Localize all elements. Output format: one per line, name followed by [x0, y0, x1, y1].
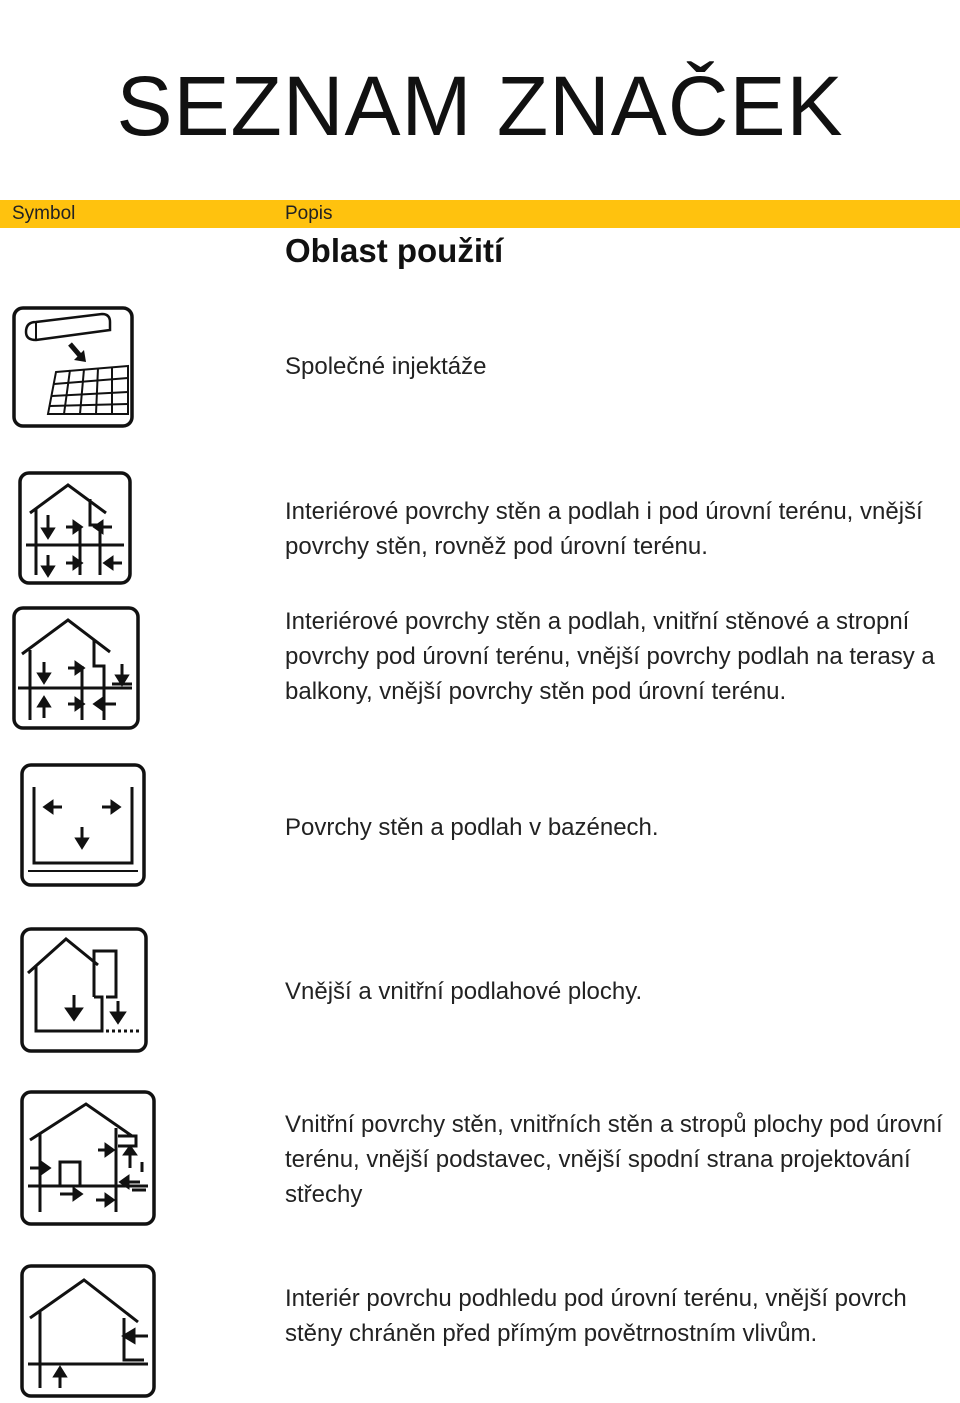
row-description: Interiérové povrchy stěn a podlah i pod úrovní terénu, vnější povrchy stěn, rovněž pod úrovní terénu.	[285, 498, 923, 560]
row-description: Interiér povrchu podhledu pod úrovní terénu, vnější povrch stěny chráněn před přímým povětrnostním vlivům.	[285, 1285, 907, 1347]
house-interior-exterior-icon	[18, 471, 132, 585]
house-soffit-icon	[20, 1264, 156, 1398]
swimming-pool-icon	[20, 763, 146, 887]
tile-grout-injection-icon	[12, 306, 134, 428]
section-title: Oblast použití	[285, 232, 504, 269]
house-ceiling-plinth-icon	[20, 1090, 156, 1226]
row-description: Vnitřní povrchy stěn, vnitřních stěn a stropů plochy pod úrovní terénu, vnější podstavec, vnější spodní strana projektování střechy	[285, 1111, 943, 1208]
row-description: Vnější a vnitřní podlahové plochy.	[285, 978, 643, 1005]
symbol-column-header: Symbol	[12, 203, 76, 224]
table-header-bar	[0, 200, 960, 228]
house-balcony-terrace-icon	[12, 606, 140, 730]
page-title: SEZNAM ZNAČEK	[116, 59, 844, 154]
house-floor-surfaces-icon	[20, 927, 148, 1053]
row-description: Interiérové povrchy stěn a podlah, vnitřní stěnové a stropní povrchy pod úrovní terénu, vnější povrchy podlah na terasy a balkony, vnější povrchy stěn pod úrovní terénu.	[285, 608, 935, 705]
row-description: Společné injektáže	[285, 353, 487, 380]
popis-column-header: Popis	[285, 203, 333, 224]
row-description: Povrchy stěn a podlah v bazénech.	[285, 814, 659, 841]
